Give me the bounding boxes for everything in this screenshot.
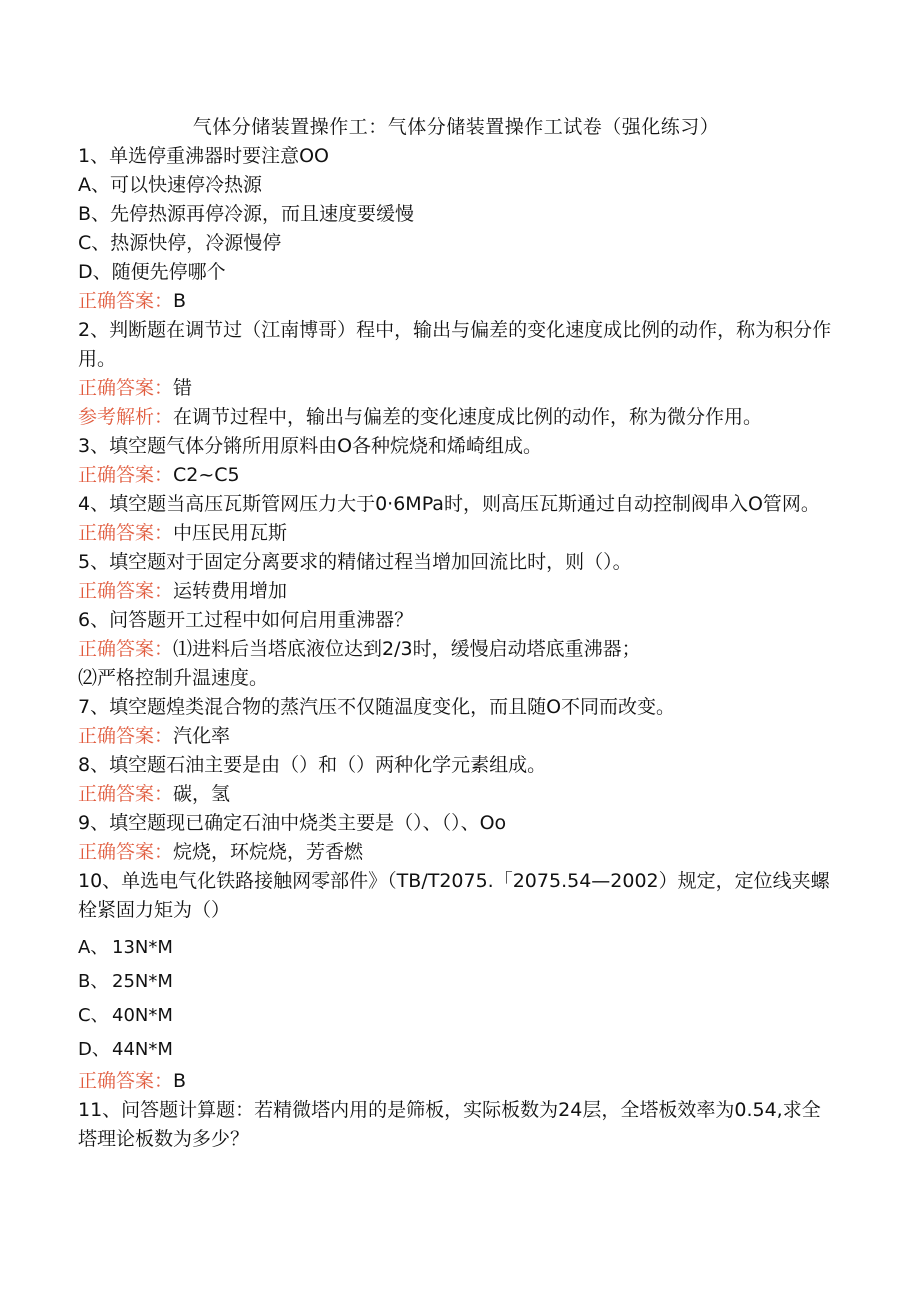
question-10-option-a xyxy=(78,931,834,965)
option-value: 40N*M xyxy=(112,1005,173,1026)
question-8-answer xyxy=(78,780,834,809)
answer-label: 正确答案： xyxy=(78,580,174,602)
question-1-answer xyxy=(78,287,834,316)
answer-label: 正确答案： xyxy=(78,464,174,486)
question-6-stem: 6、问答题开工过程中如何启用重沸器？ xyxy=(78,609,414,631)
question-3-answer xyxy=(78,461,834,490)
question-5-answer xyxy=(78,577,834,606)
question-9-stem: 9、填空题现已确定石油中烧类主要是（）、（）、Oo xyxy=(78,812,507,834)
answer-value: 错 xyxy=(173,377,193,399)
question-1-option-d: D、随便先停哪个 xyxy=(78,261,226,283)
answer-label: 正确答案： xyxy=(78,725,174,747)
answer-label: 正确答案： xyxy=(78,377,174,399)
question-8-stem: 8、填空题石油主要是由（）和（）两种化学元素组成。 xyxy=(78,754,547,776)
question-10-option-c xyxy=(78,999,834,1033)
option-letter: B、 xyxy=(78,971,109,992)
question-6-answer-line-2: ⑵严格控制升温速度。 xyxy=(78,667,269,689)
question-2-stem: 2、判断题在调节过（江南博哥）程中，输出与偏差的变化速度成比例的动作，称为积分作用。 xyxy=(78,319,832,370)
answer-label: 正确答案： xyxy=(78,841,174,863)
question-11-stem: 11、问答题计算题：若精微塔内用的是筛板，实际板数为24层，全塔板效率为0.54,求全塔理论板数为多少？ xyxy=(78,1099,821,1150)
option-letter: D、 xyxy=(78,1039,110,1060)
question-5-stem: 5、填空题对于固定分离要求的精储过程当增加回流比时，则（）。 xyxy=(78,551,632,573)
question-4-stem: 4、填空题当高压瓦斯管网压力大于0·6MPa时，则高压瓦斯通过自动控制阀串入O管网。 xyxy=(78,493,820,515)
answer-label: 正确答案： xyxy=(78,1070,174,1092)
answer-label: 正确答案： xyxy=(78,783,174,805)
option-value: 13N*M xyxy=(112,937,173,958)
question-7-stem: 7、填空题煌类混合物的蒸汽压不仅随温度变化，而且随O不同而改变。 xyxy=(78,696,676,718)
analysis-text: 在调节过程中，输出与偏差的变化速度成比例的动作，称为微分作用。 xyxy=(173,406,763,428)
question-9-answer xyxy=(78,838,834,867)
answer-label: 正确答案： xyxy=(78,638,174,660)
question-1-option-a: A、可以快速停冷热源 xyxy=(78,174,262,196)
answer-value: 中压民用瓦斯 xyxy=(173,522,288,544)
question-7-answer xyxy=(78,722,834,751)
answer-value-line-1: ⑴进料后当塔底液位达到2/3时，缓慢启动塔底重沸器； xyxy=(173,638,641,660)
option-letter: A、 xyxy=(78,937,109,958)
question-2-answer xyxy=(78,374,834,403)
question-2-analysis xyxy=(78,403,834,432)
question-1-stem: 1、单选停重沸器时要注意OO xyxy=(78,145,329,167)
answer-value: 烷烧，环烷烧，芳香燃 xyxy=(173,841,364,863)
answer-value: 汽化率 xyxy=(173,725,231,747)
answer-value: 运转费用增加 xyxy=(173,580,288,602)
answer-value: C2~C5 xyxy=(173,464,240,486)
answer-value: B xyxy=(173,290,187,312)
document-page xyxy=(78,114,834,1154)
question-10-option-b xyxy=(78,965,834,999)
question-1-option-b: B、先停热源再停冷源，而且速度要缓慢 xyxy=(78,203,415,225)
answer-label: 正确答案： xyxy=(78,290,174,312)
answer-value: B xyxy=(173,1070,187,1092)
option-value: 25N*M xyxy=(112,971,173,992)
option-value: 44N*M xyxy=(112,1039,173,1060)
question-4-answer xyxy=(78,519,834,548)
answer-value: 碳，氢 xyxy=(173,783,231,805)
question-6-answer xyxy=(78,635,834,664)
question-10-option-d xyxy=(78,1033,834,1067)
page-title: 气体分储装置操作工：气体分储装置操作工试卷（强化练习） xyxy=(192,116,720,138)
question-10-answer xyxy=(78,1067,834,1096)
analysis-label: 参考解析： xyxy=(78,406,174,428)
question-3-stem: 3、填空题气体分锵所用原料由O各种烷烧和烯崎组成。 xyxy=(78,435,543,457)
question-10-stem: 10、单选电气化铁路接触网零部件》（TB/T2075.「2075.54—2002）规定，定位线夹螺栓紧固力矩为（） xyxy=(78,870,830,921)
answer-label: 正确答案： xyxy=(78,522,174,544)
question-1-option-c: C、热源快停，冷源慢停 xyxy=(78,232,282,254)
option-letter: C、 xyxy=(78,1005,109,1026)
